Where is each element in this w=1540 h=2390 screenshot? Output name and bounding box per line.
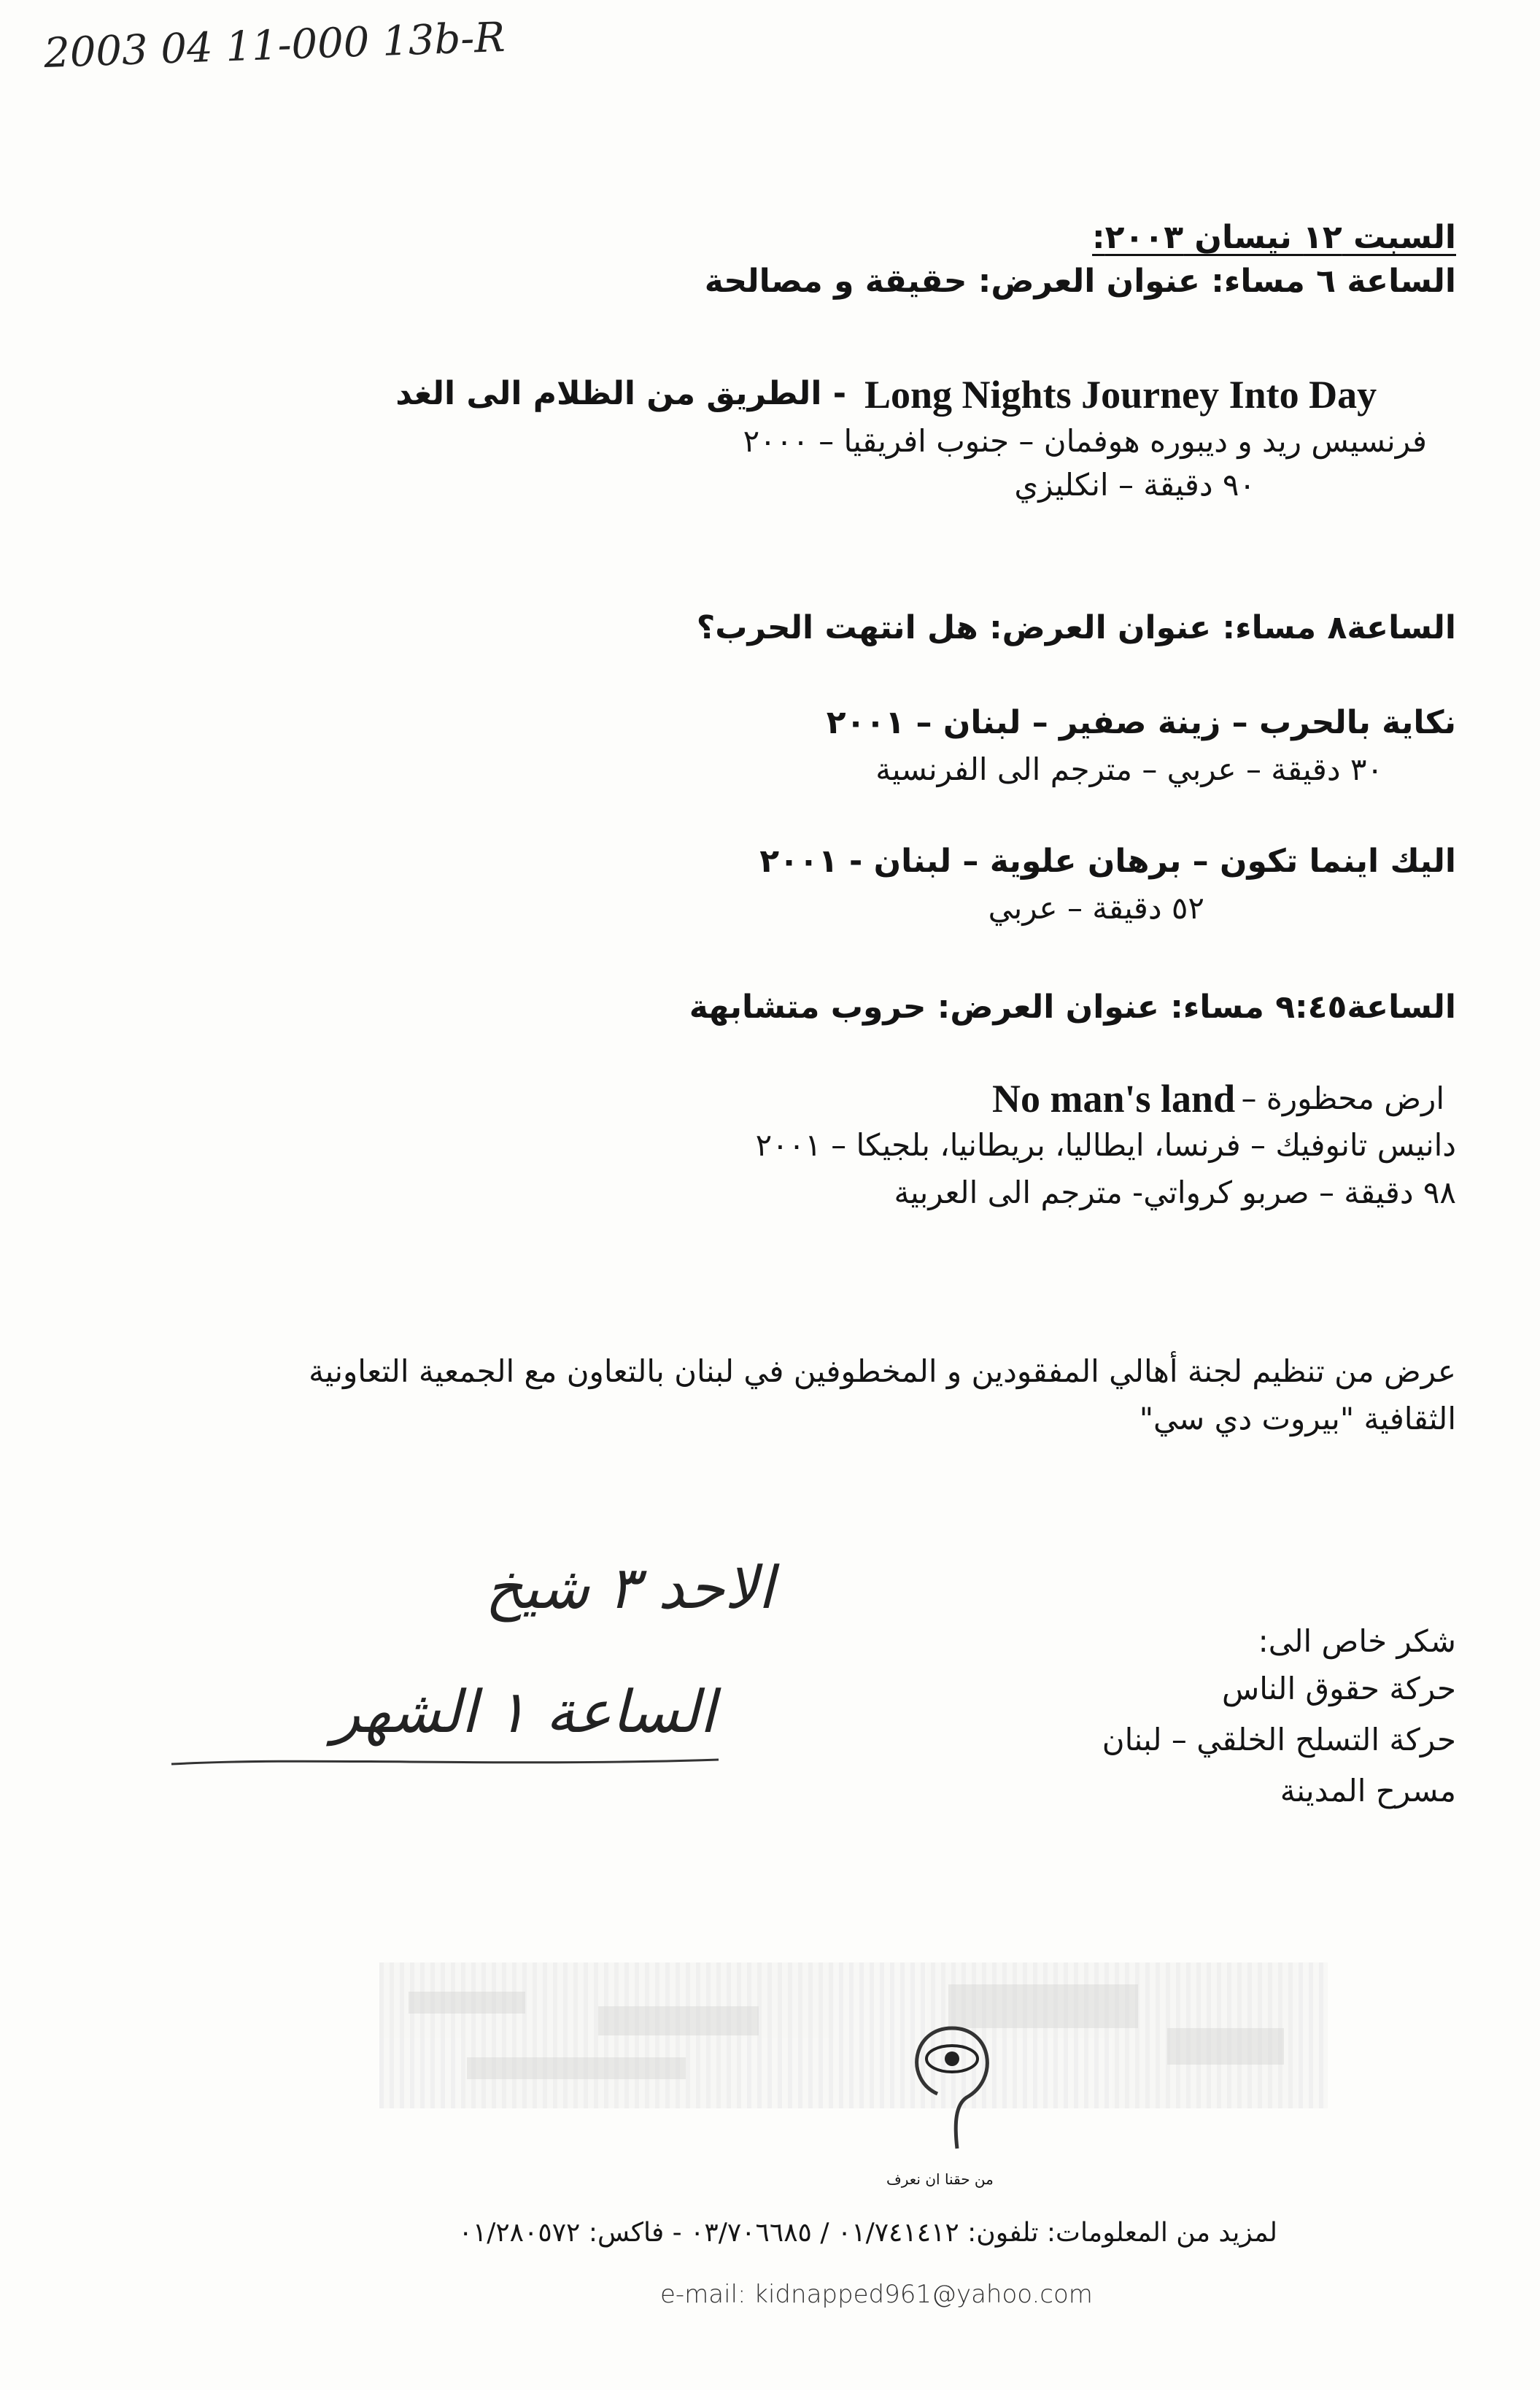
session3-credits: دانيس تانوفيك – فرنسا، ايطاليا، بريطانيا، بلجيكا – ٢٠٠١	[755, 1127, 1456, 1163]
thanks-item: حركة حقوق الناس	[1221, 1671, 1456, 1706]
eye-logo	[897, 2014, 1007, 2167]
session3-details: ٩٨ دقيقة – صربو كرواتي- مترجم الى العربية	[894, 1175, 1456, 1210]
organizer-line1: عرض من تنظيم لجنة أهالي المفقودين و المخطوفين في لبنان بالتعاون مع الجمعية التعاونية	[309, 1353, 1456, 1389]
session1-details: ٩٠ دقيقة – انكليزي	[1014, 467, 1255, 503]
thanks-item: مسرح المدينة	[1280, 1773, 1456, 1809]
handwritten-underline	[168, 1751, 722, 1773]
session3-title: الساعة٩:٤٥ مساء: عنوان العرض: حروب متشابهة	[689, 989, 1456, 1026]
handwritten-note-line1: الاحد ٣ شيخ	[485, 1554, 774, 1622]
session1-title: الساعة ٦ مساء: عنوان العرض: حقيقة و مصالحة	[704, 263, 1456, 300]
session3-film-line	[948, 1076, 1444, 1127]
session2-title: الساعة٨ مساء: عنوان العرض: هل انتهت الحرب؟	[696, 609, 1456, 646]
handwritten-note-line2: الساعة ١ الشهر	[332, 1678, 716, 1746]
session2-film1-title: نكاية بالحرب – زينة صفير – لبنان – ٢٠٠١	[826, 704, 1456, 741]
thanks-item: حركة التسلح الخلقي – لبنان	[1102, 1722, 1456, 1757]
session1-film-en: Long Nights Journey Into Day	[864, 373, 1377, 417]
thanks-heading: شكر خاص الى:	[1258, 1623, 1456, 1659]
session2-film2-title: اليك اينما تكون – برهان علوية – لبنان - ٢٠٠١	[759, 843, 1456, 880]
session1-film-line	[395, 372, 1444, 423]
organizer-line2: الثقافية "بيروت دي سي"	[1139, 1401, 1456, 1436]
logo-band	[379, 1962, 1328, 2108]
session1-credits: فرنسيس ريد و ديبوره هوفمان – جنوب افريقيا – ٢٠٠٠	[743, 423, 1427, 459]
session3-film-en: No man's land	[992, 1077, 1236, 1121]
document-id-handwritten: 2003 04 11-000 13b-R	[43, 13, 506, 78]
session3-film-ar: ارض محظورة –	[1241, 1080, 1444, 1116]
contact-phones: لمزيد من المعلومات: تلفون: ٠١/٧٤١٤١٢ / ٠٣/٧٠٦٦٨٥ - فاكس: ٠١/٢٨٠٥٧٢	[458, 2218, 1277, 2248]
session2-film2-details: ٥٢ دقيقة – عربي	[988, 890, 1204, 926]
session2-film1-details: ٣٠ دقيقة – عربي – مترجم الى الفرنسية	[875, 751, 1383, 787]
date-heading: السبت ١٢ نيسان ٢٠٠٣:	[1092, 219, 1456, 256]
logo-caption: من حقنا ان نعرف	[886, 2170, 994, 2188]
contact-email: e-mail: kidnapped961@yahoo.com	[660, 2280, 1093, 2309]
session1-film-ar: - الطريق من الظلام الى الغد	[395, 375, 846, 412]
